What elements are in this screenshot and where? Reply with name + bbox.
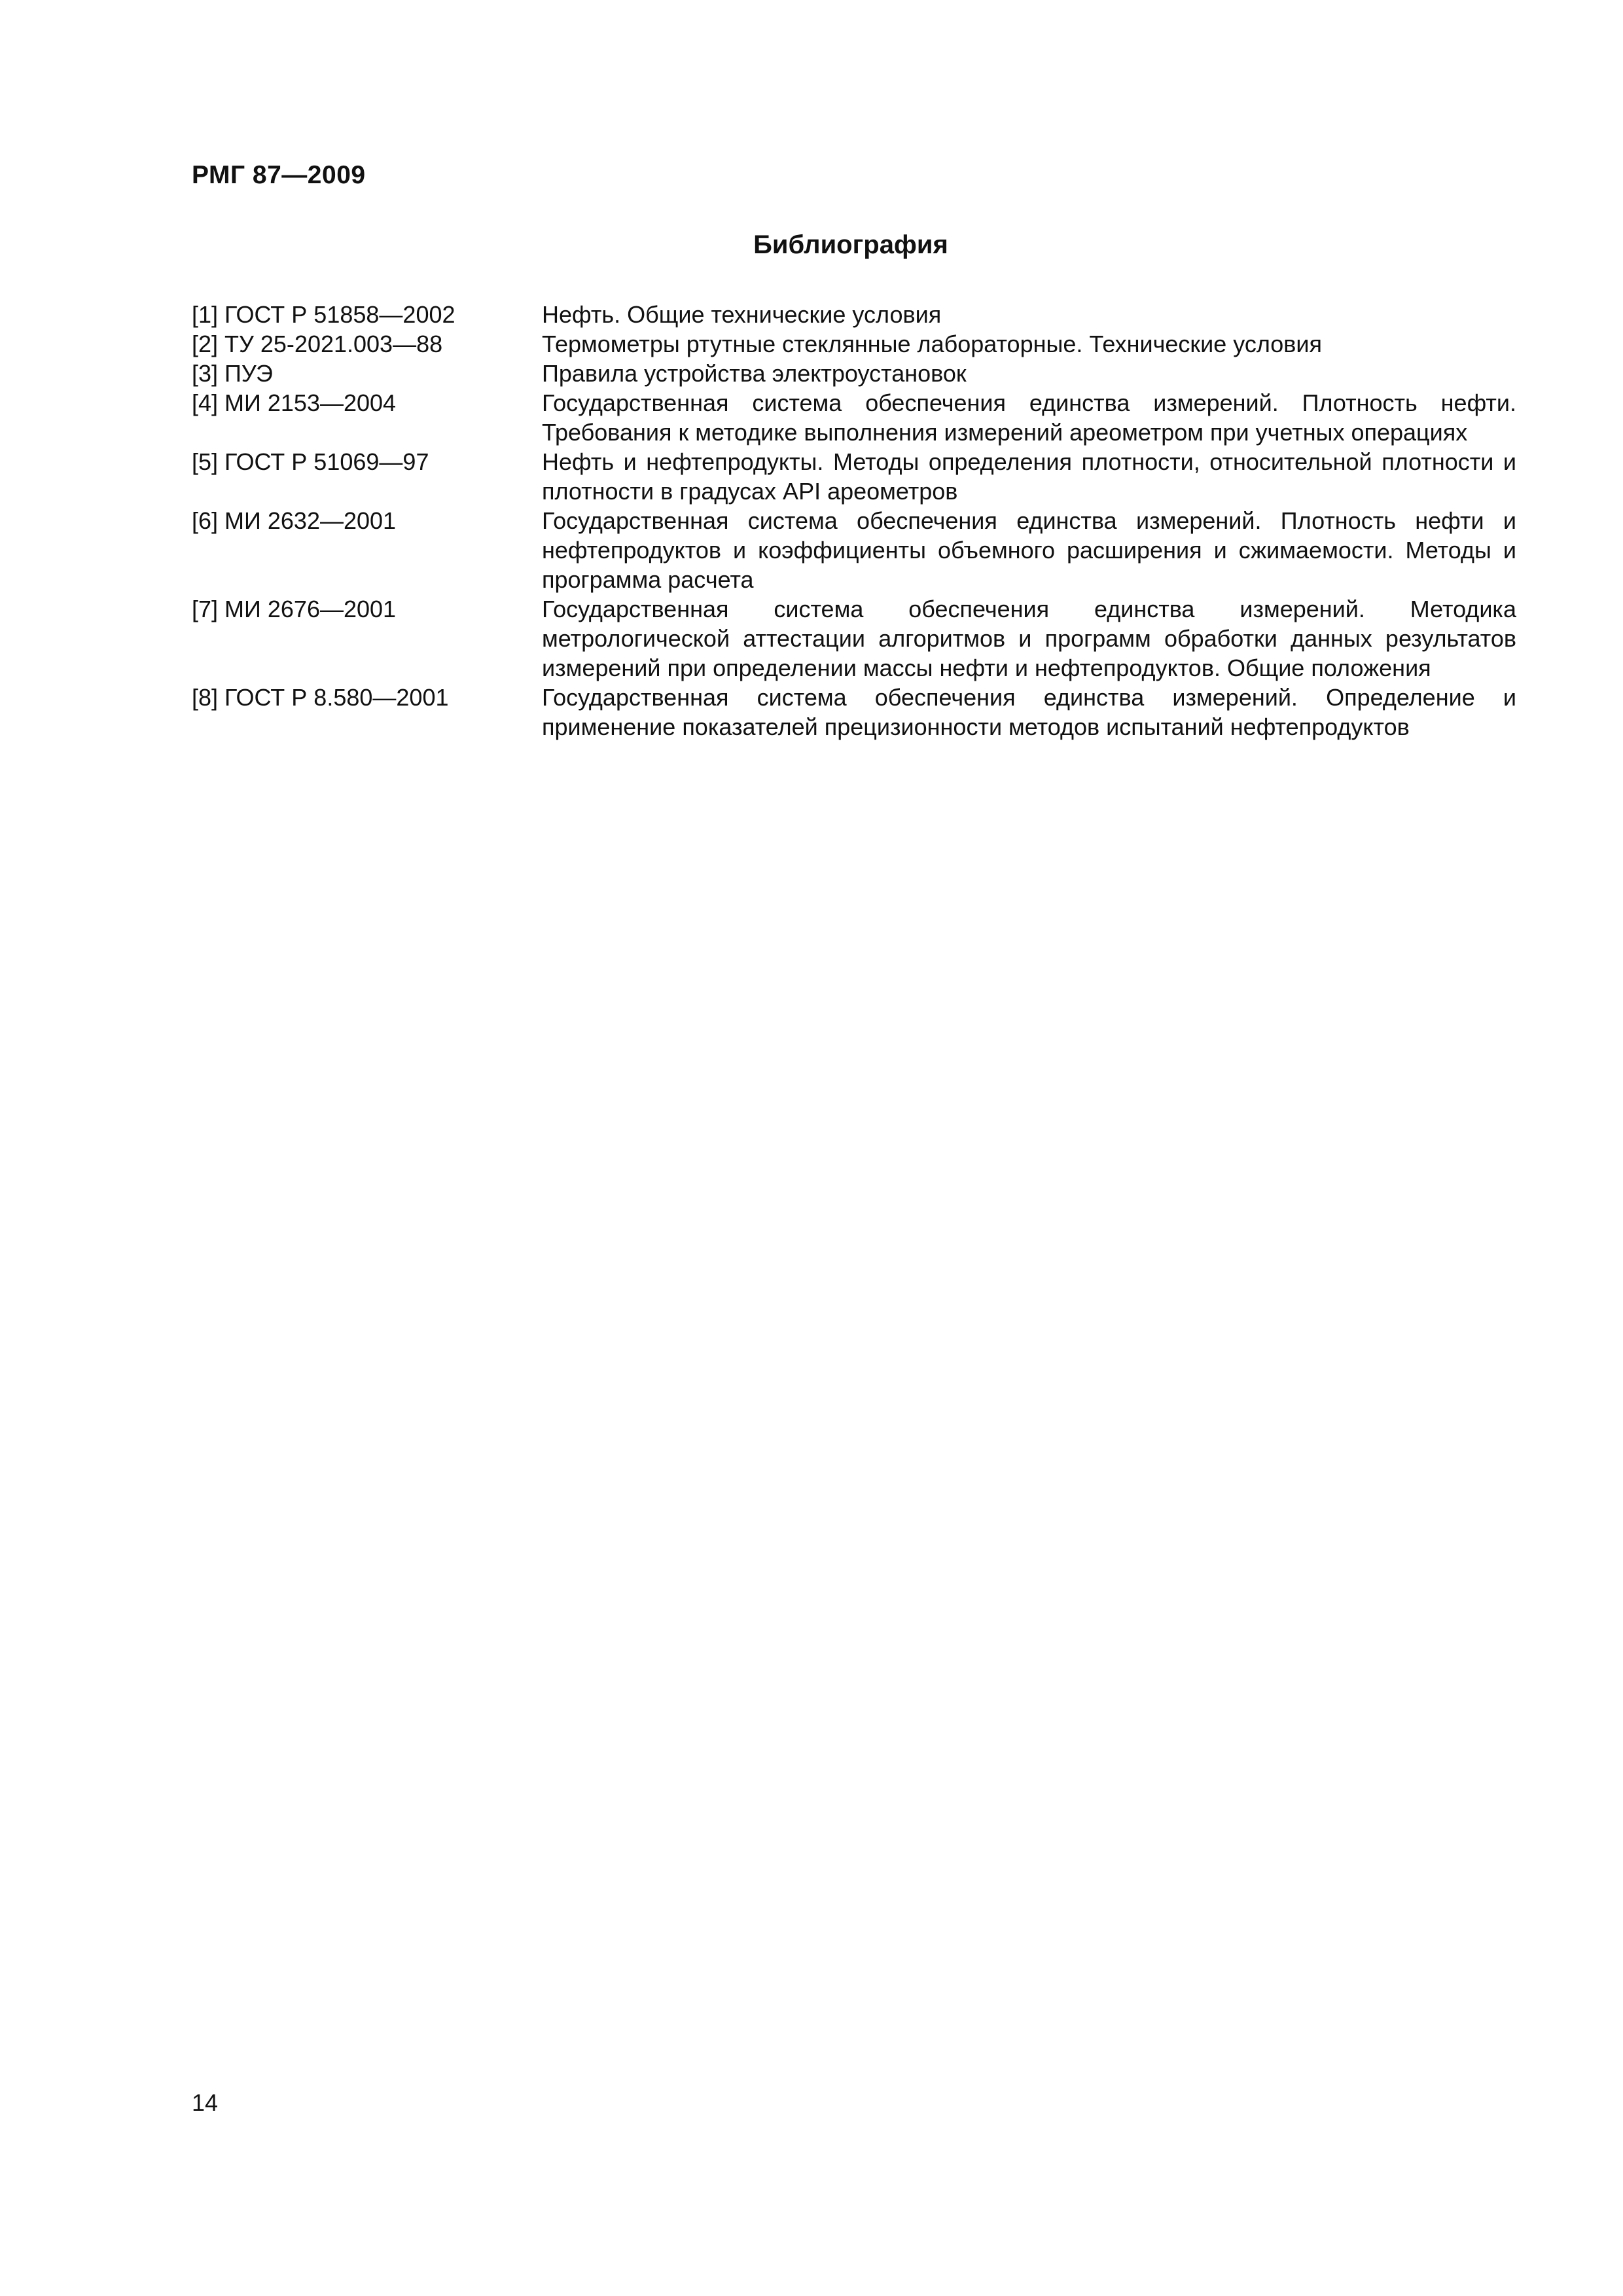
bibliography-entry (192, 359, 1516, 388)
entry-description: Нефть. Общие технические условия (542, 301, 942, 328)
entry-reference: [7] МИ 2676—2001 (192, 596, 397, 622)
entry-description: Государственная система обеспечения единства измерений. Методика метрологической аттестации алгоритмов и программ обработки данных результатов измерений при определении массы нефти и нефтепродуктов. Общие положения (542, 596, 1516, 681)
entry-reference: [2] ТУ 25-2021.003—88 (192, 331, 443, 357)
entry-description: Государственная система обеспечения единства измерений. Плотность нефти и нефтепродуктов и коэффициенты объемного расширения и сжимаемости. Методы и программа расчета (542, 507, 1516, 593)
bibliography-entry (192, 300, 1516, 329)
entry-description: Термометры ртутные стеклянные лабораторные. Технические условия (542, 331, 1322, 357)
entry-reference: [6] МИ 2632—2001 (192, 507, 397, 534)
document-code: РМГ 87—2009 (192, 161, 366, 189)
bibliography-entry (192, 594, 1516, 683)
entry-reference: [4] МИ 2153—2004 (192, 389, 397, 416)
entry-reference: [3] ПУЭ (192, 360, 273, 387)
bibliography-entry (192, 506, 1516, 594)
bibliography-entry (192, 447, 1516, 506)
entry-description: Государственная система обеспечения единства измерений. Плотность нефти. Требования к методике выполнения измерений ареометром при учетных операциях (542, 389, 1516, 446)
entry-description: Государственная система обеспечения единства измерений. Определение и применение показателей прецизионности методов испытаний нефтепродуктов (542, 684, 1516, 740)
entry-reference: [1] ГОСТ Р 51858—2002 (192, 301, 455, 328)
entry-description: Нефть и нефтепродукты. Методы определения плотности, относительной плотности и плотности в градусах API ареометров (542, 448, 1516, 505)
bibliography-entry (192, 388, 1516, 447)
page-number: 14 (192, 2089, 219, 2116)
bibliography-title: Библиография (753, 230, 948, 259)
entry-description: Правила устройства электроустановок (542, 360, 967, 387)
bibliography-entry (192, 683, 1516, 742)
entry-reference: [8] ГОСТ Р 8.580—2001 (192, 684, 449, 711)
entry-reference: [5] ГОСТ Р 51069—97 (192, 448, 429, 475)
bibliography-entry (192, 329, 1516, 359)
bibliography-list (192, 300, 1516, 742)
